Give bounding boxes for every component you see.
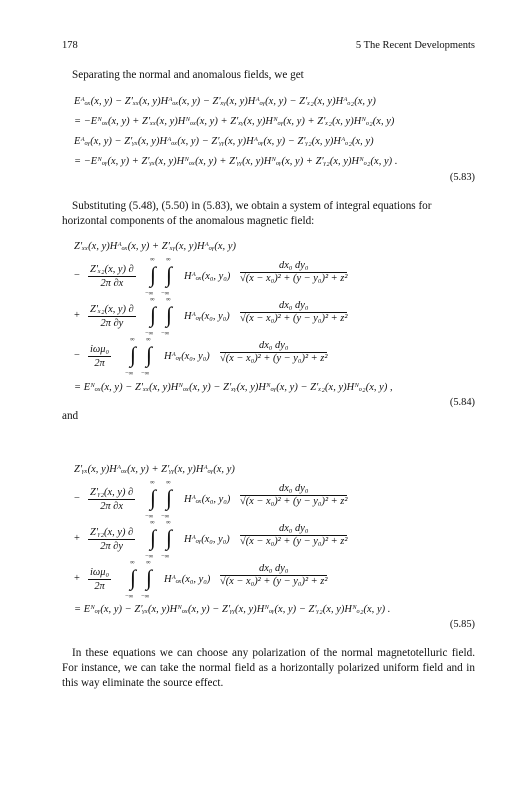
integral-sign-icon: ∫ [166, 485, 173, 510]
term-coefficient: Z′ᵧ₂(x, y) ∂ 2π ∂y [90, 527, 134, 552]
kernel-fraction: dx₀ dy₀ √(x − x₀)² + (y − y₀)² + z² [240, 260, 348, 284]
integral-sign-icon: ∫ [166, 302, 173, 327]
term-coefficient: Z′ₓ₂(x, y) ∂ 2π ∂y [90, 304, 134, 329]
lower-limit: −∞ [145, 553, 154, 560]
field-term: Hᴬₒₓ(x₀, y₀) [164, 574, 211, 585]
integral-sign-icon: ∫ [150, 262, 157, 287]
integral-sign-icon: ∫ [130, 342, 137, 367]
integral-sign-icon: ∫ [166, 525, 173, 550]
eq584-term-1 [74, 256, 474, 298]
eq584-term-3 [74, 336, 474, 378]
and-label: and [62, 410, 79, 422]
kernel-fraction: dx₀ dy₀ √(x − x₀)² + (y − y₀)² + z² [240, 483, 348, 507]
eq585-term-1 [74, 479, 474, 521]
page-number: 178 [62, 40, 78, 51]
field-term: Hᴬₒᵧ(x₀, y₀) [164, 351, 210, 362]
integral-sign-icon: ∫ [150, 302, 157, 327]
intro-paragraph: Separating the normal and anomalous fields, we get [72, 69, 304, 81]
term-coefficient: Z′ₓ₂(x, y) ∂ 2π ∂x [90, 264, 134, 289]
term-coefficient: iωμ₀ 2π [90, 567, 110, 592]
upper-limit: ∞ [150, 256, 155, 263]
upper-limit: ∞ [146, 336, 151, 343]
kernel-fraction: dx₀ dy₀ √(x − x₀)² + (y − y₀)² + z² [240, 523, 348, 547]
term-sign: − [74, 493, 80, 504]
integral-sign-icon: ∫ [130, 565, 137, 590]
eq583-line-1: Eᴬₒₓ(x, y) − Z′ₓₓ(x, y)Hᴬₒₓ(x, y) − Z′ₓᵧ(x, y)Hᴬₒᵧ(x, y) − Z′ₓ₂(x, y)Hᴬₒ₂(x, y) [74, 96, 376, 107]
upper-limit: ∞ [150, 519, 155, 526]
eq584-term-2 [74, 296, 474, 338]
term-sign: + [74, 310, 80, 321]
field-term: Hᴬₒₓ(x₀, y₀) [184, 271, 231, 282]
upper-limit: ∞ [166, 296, 171, 303]
term-sign: − [74, 270, 80, 281]
field-term: Hᴬₒₓ(x₀, y₀) [184, 494, 231, 505]
term-coefficient: Z′ᵧ₂(x, y) ∂ 2π ∂x [90, 487, 134, 512]
eq583-line-3: Eᴬₒᵧ(x, y) − Z′ᵧₓ(x, y)Hᴬₒₓ(x, y) − Z′ᵧᵧ(x, y)Hᴬₒᵧ(x, y) − Z′ᵧ₂(x, y)Hᴬₒ₂(x, y) [74, 136, 374, 147]
eq585-rhs: = Eᴺₒᵧ(x, y) − Z′ᵧₓ(x, y)Hᴺₒₓ(x, y) − Z′ᵧᵧ(x, y)Hᴺₒᵧ(x, y) − Z′ᵧ₂(x, y)Hᴺₒ₂(x, y) . [74, 604, 391, 615]
closing-paragraph: In these equations we can choose any polarization of the normal magnetotelluric field. For instance, we can take the normal field as a horizontally polarized uniform field and in this way eliminate the source effect. [62, 647, 475, 689]
lower-limit: −∞ [145, 290, 154, 297]
upper-limit: ∞ [166, 256, 171, 263]
integral-sign-icon: ∫ [146, 342, 153, 367]
term-coefficient: iωμ₀ 2π [90, 344, 110, 369]
lower-limit: −∞ [145, 513, 154, 520]
upper-limit: ∞ [130, 336, 135, 343]
eq583-line-2: = −Eᴺₒₓ(x, y) + Z′ₓₓ(x, y)Hᴺₒₓ(x, y) + Z′ₓᵧ(x, y)Hᴺₒᵧ(x, y) + Z′ₓ₂(x, y)Hᴺₒ₂(x, y) [74, 116, 395, 127]
lower-limit: −∞ [161, 330, 170, 337]
kernel-fraction: dx₀ dy₀ √(x − x₀)² + (y − y₀)² + z² [220, 563, 328, 587]
eq585-term-3 [74, 559, 474, 601]
lower-limit: −∞ [145, 330, 154, 337]
term-sign: + [74, 533, 80, 544]
upper-limit: ∞ [130, 559, 135, 566]
field-term: Hᴬₒᵧ(x₀, y₀) [184, 534, 230, 545]
lower-limit: −∞ [141, 370, 150, 377]
upper-limit: ∞ [146, 559, 151, 566]
lower-limit: −∞ [161, 513, 170, 520]
upper-limit: ∞ [150, 479, 155, 486]
eq583-line-4: = −Eᴺₒᵧ(x, y) + Z′ᵧₓ(x, y)Hᴺₒₓ(x, y) + Z′ᵧᵧ(x, y)Hᴺₒᵧ(x, y) + Z′ᵧ₂(x, y)Hᴺₒ₂(x, y) . [74, 156, 398, 167]
field-term: Hᴬₒᵧ(x₀, y₀) [184, 311, 230, 322]
integral-sign-icon: ∫ [146, 565, 153, 590]
substitution-paragraph: Substituting (5.48), (5.50) in (5.83), we obtain a system of integral equations for horizontal components of the anomalous magnetic field: [62, 200, 432, 227]
lower-limit: −∞ [141, 593, 150, 600]
lower-limit: −∞ [161, 290, 170, 297]
term-sign: − [74, 350, 80, 361]
upper-limit: ∞ [150, 296, 155, 303]
kernel-fraction: dx₀ dy₀ √(x − x₀)² + (y − y₀)² + z² [240, 300, 348, 324]
equation-number-5-83: (5.83) [449, 172, 475, 183]
integral-sign-icon: ∫ [166, 262, 173, 287]
upper-limit: ∞ [166, 479, 171, 486]
running-header [62, 40, 475, 54]
eq584-lhs: Z′ₓₓ(x, y)Hᴬₒₓ(x, y) + Z′ₓᵧ(x, y)Hᴬₒᵧ(x, y) [74, 241, 237, 252]
lower-limit: −∞ [125, 370, 134, 377]
equation-number-5-84: (5.84) [449, 397, 475, 408]
eq585-term-2 [74, 519, 474, 561]
upper-limit: ∞ [166, 519, 171, 526]
lower-limit: −∞ [125, 593, 134, 600]
equation-number-5-85: (5.85) [449, 619, 475, 630]
integral-sign-icon: ∫ [150, 485, 157, 510]
running-title: 5 The Recent Developments [355, 40, 475, 51]
lower-limit: −∞ [161, 553, 170, 560]
eq584-rhs: = Eᴺₒₓ(x, y) − Z′ₓₓ(x, y)Hᴺₒₓ(x, y) − Z′ₓᵧ(x, y)Hᴺₒᵧ(x, y) − Z′ₓ₂(x, y)Hᴺₒ₂(x, y) , [74, 382, 393, 393]
term-sign: + [74, 573, 80, 584]
integral-sign-icon: ∫ [150, 525, 157, 550]
eq585-lhs: Z′ᵧₓ(x, y)Hᴬₒₓ(x, y) + Z′ᵧᵧ(x, y)Hᴬₒᵧ(x, y) [74, 464, 235, 475]
kernel-fraction: dx₀ dy₀ √(x − x₀)² + (y − y₀)² + z² [220, 340, 328, 364]
